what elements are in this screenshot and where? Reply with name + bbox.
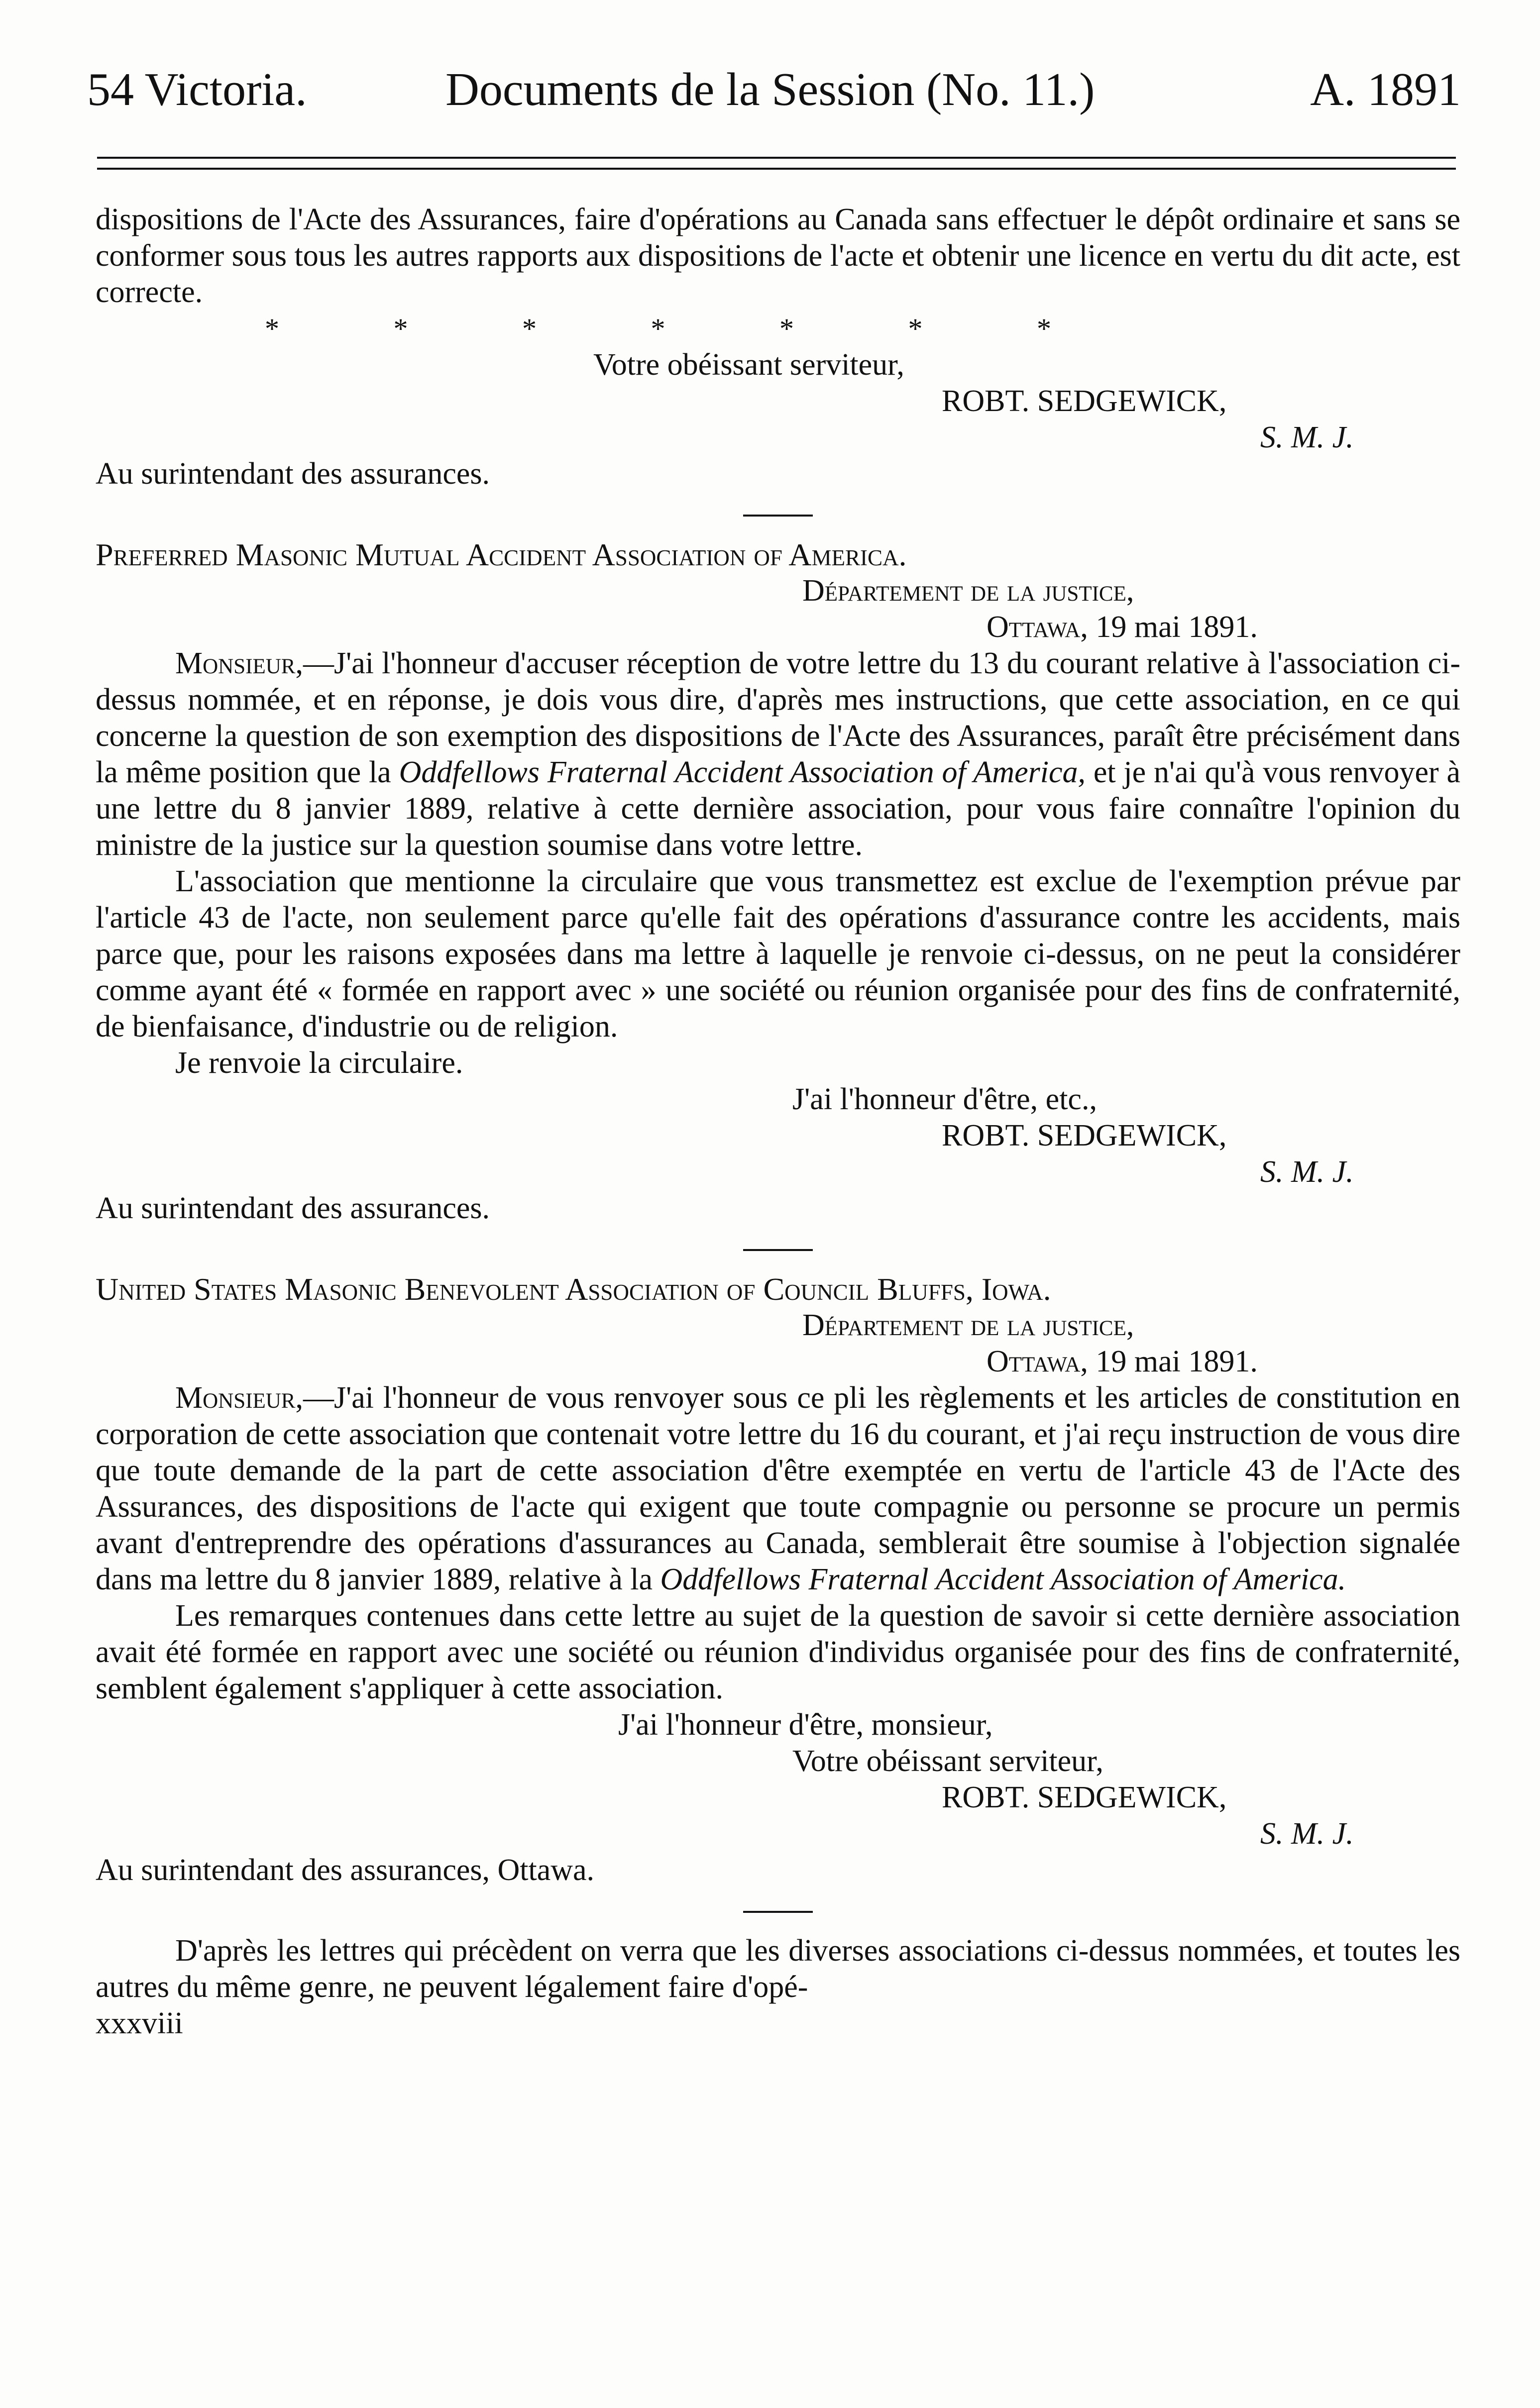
paragraph-text: et je n'ai qu'à vous renvoyer à une lettre du 8 janvier 1889, relative à cette dernière association, pour vous faire connaître l'opinion du ministre de la justice sur la question soumise dans votre lettre.: [96, 755, 1460, 862]
closing-line: Votre obéissant serviteur,: [593, 348, 904, 382]
addressee: Au surintendant des assurances, Ottawa.: [96, 1853, 595, 1887]
section-divider: [743, 515, 813, 517]
signature: ROBT. SEDGEWICK,: [942, 1780, 1227, 1814]
addressee: Au surintendant des assurances.: [96, 457, 490, 491]
letter-paragraph: [96, 645, 1460, 863]
section-divider: [743, 1911, 813, 1913]
header-year: A. 1891: [1310, 64, 1461, 115]
header-volume: 54 Victoria.: [87, 64, 307, 115]
signature-title: S. M. J.: [1260, 1155, 1354, 1189]
page-number: xxxviii: [96, 2006, 183, 2040]
paragraph-text: —J'ai l'honneur de vous renvoyer sous ce pli les règlements et les articles de constitution en corporation de cette association que contenait votre lettre du 16 du courant, et j'ai reçu instruction de vous dire que toute demande de la part de cette association d'être exemptée en vertu de l'article 43 de l'Acte des Assurances, des dispositions de l'acte qui exigent que toute compagnie ou personne se procure un permis avant d'entreprendre des opérations d'assurances au Canada, semblerait être soumise à l'objection signalée dans ma lettre du 8 janvier 1889, relative à la: [96, 1381, 1460, 1596]
section-heading: United States Masonic Benevolent Association of Council Bluffs, Iowa.: [96, 1271, 1051, 1307]
letter-paragraph: Je renvoie la circulaire.: [175, 1046, 463, 1080]
signature: ROBT. SEDGEWICK,: [942, 1119, 1227, 1152]
ellipsis-stars: * * * * * * *: [265, 313, 1051, 345]
header-title: Documents de la Session (No. 11.): [445, 64, 1095, 115]
department-line: Département de la justice,: [802, 574, 1134, 608]
closing-line: J'ai l'honneur d'être, monsieur,: [618, 1708, 993, 1742]
page-body: [96, 202, 1460, 2042]
date-line: [96, 609, 1460, 645]
date-line: [96, 1344, 1460, 1380]
signature-title: S. M. J.: [1260, 420, 1354, 454]
letter-paragraph: L'association que mentionne la circulaire que vous transmettez est exclue de l'exemption prévue par l'article 43 de l'acte, non seulement parce qu'elle fait des opérations d'assurance contre les accidents, mais parce que, pour les raisons exposées dans ma lettre à laquelle je renvoie ci-dessus, on ne peut la considérer comme ayant été « formée en rapport avec » une société ou réunion organisée pour des fins de confraternité, de bienfaisance, d'industrie ou de religion.: [96, 864, 1460, 1044]
conclusion-paragraph: D'après les lettres qui précèdent on verra que les diverses associations ci-dessus nommées, et toutes les autres du même genre, ne peuvent légalement faire d'opé-: [96, 1934, 1460, 2004]
date: 19 mai 1891.: [1096, 1345, 1258, 1378]
continuation-paragraph: dispositions de l'Acte des Assurances, faire d'opérations au Canada sans effectuer le dépôt ordinaire et sans se conformer sous tous les autres rapports aux dispositions de l'acte et obtenir une licence en vertu du dit acte, est correcte.: [96, 203, 1460, 309]
addressee: Au surintendant des assurances.: [96, 1191, 490, 1225]
city: Ottawa,: [987, 610, 1088, 644]
paragraph-text: —J'ai l'honneur d'accuser réception de votre lettre du 13 du courant relative à l'association ci-dessus nommée, et en réponse, je dois vous dire, d'après mes instructions, que cette association, en ce qui concerne la question de son exemption des dispositions de l'Acte des Assurances, paraît être précisément dans la même position que la: [96, 646, 1460, 789]
closing-line: Votre obéissant serviteur,: [792, 1744, 1103, 1778]
letter-paragraph: Les remarques contenues dans cette lettre au sujet de la question de savoir si cette dernière association avait été formée en rapport avec une société ou réunion d'individus organisée pour des fins de confraternité, semblent également s'appliquer à cette association.: [96, 1599, 1460, 1705]
signature: ROBT. SEDGEWICK,: [942, 384, 1227, 418]
department-line: Département de la justice,: [802, 1308, 1134, 1342]
signature-title: S. M. J.: [1260, 1817, 1354, 1851]
salutation: Monsieur,: [175, 646, 303, 680]
city: Ottawa,: [987, 1345, 1088, 1378]
italic-name: Oddfellows Fraternal Accident Association of America,: [399, 755, 1086, 789]
header-double-rule: [97, 157, 1456, 170]
section-heading: Preferred Masonic Mutual Accident Association of America.: [96, 537, 907, 572]
italic-name: Oddfellows Fraternal Accident Association of America.: [660, 1563, 1346, 1596]
section-divider: [743, 1249, 813, 1251]
page-header: [87, 60, 1461, 119]
salutation: Monsieur,: [175, 1381, 303, 1415]
letter-paragraph: [96, 1380, 1460, 1598]
closing-line: J'ai l'honneur d'être, etc.,: [792, 1082, 1097, 1116]
date: 19 mai 1891.: [1096, 610, 1258, 644]
